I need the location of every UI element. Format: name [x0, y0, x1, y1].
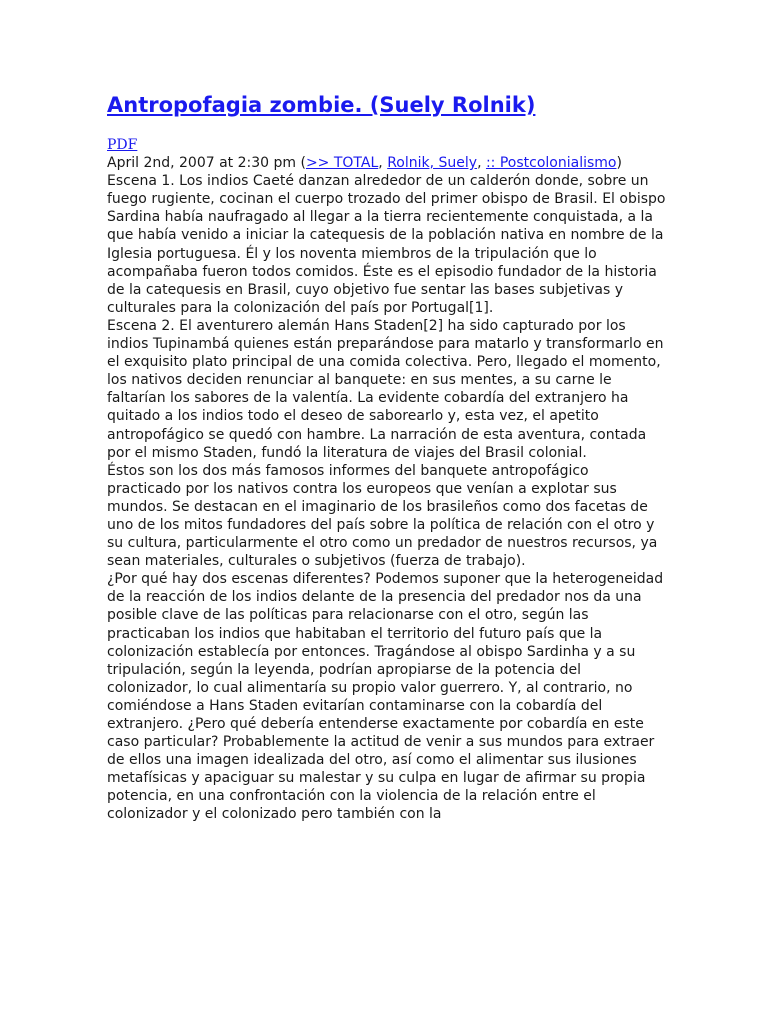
meta-close-paren: ): [616, 155, 622, 172]
category-link-rolnik[interactable]: Rolnik, Suely: [387, 155, 478, 172]
category-link-postcolonialismo[interactable]: :: Postcolonialismo: [485, 155, 617, 172]
post-container: [107, 90, 667, 824]
paragraph-informes: Éstos son los dos más famosos informes del banquete antropofágico practicado por los nativos contra los europeos que venían a explotar sus mundos. Se destacan en el imaginario de los brasileños como dos facetas de uno de los mitos fundadores del país sobre la política de relación con el otro y su cultura, particularmente el otro como un predador de nuestros recursos, ya sean materiales, culturales o subjetivos (fuerza de trabajo).: [107, 462, 658, 570]
paragraph-escena-1: Escena 1. Los indios Caeté danzan alrededor de un calderón donde, sobre un fuego rugiente, cocinan el cuerpo trozado del primer obispo de Brasil. El obispo Sardina había naufragado al llegar a la tierra recientemente conquistada, a la que había venido a iniciar la catequesis de la población nativa en nombre de la Iglesia portuguesa. Él y los noventa miembros de la tripulación que lo acompañaba fueron todos comidos. Éste es el episodio fundador de la historia de la catequesis en Brasil, cuyo objetivo fue sentar las bases subjetivas y culturales para la colonización del país por Portugal[1].: [107, 173, 666, 316]
post-meta: [107, 154, 667, 172]
post-title: [107, 90, 667, 120]
category-separator: ,: [477, 155, 486, 172]
category-separator: ,: [378, 155, 388, 172]
post-content: [107, 136, 667, 824]
post-date: April 2nd, 2007 at 2:30 pm (: [107, 155, 306, 172]
post-title-link[interactable]: Antropofagia zombie. (Suely Rolnik): [107, 93, 536, 117]
paragraph-escena-2: Escena 2. El aventurero alemán Hans Staden[2] ha sido capturado por los indios Tupinambá quienes están preparándose para matarlo y transformarlo en el exquisito plato principal de una comida colectiva. Pero, llegado el momento, los nativos deciden renunciar al banquete: en sus mentes, a su carne le faltarían los sabores de la valentía. La evidente cobardía del extranjero ha quitado a los indios todo el deseo de saborearlo y, esta vez, el apetito antropofágico se quedó con hambre. La narración de esta aventura, contada por el mismo Staden, fundó la literatura de viajes del Brasil colonial.: [107, 317, 664, 461]
paragraph-pregunta: ¿Por qué hay dos escenas diferentes? Podemos suponer que la heterogeneidad de la reacción de los indios delante de la presencia del predador nos da una posible clave de las políticas para relacionarse con el otro, según las practicaban los indios que habitaban el territorio del futuro país que la colonización establecía por entonces. Tragándose al obispo Sardinha y a su tripulación, según la leyenda, podrían apropiarse de la potencia del colonizador, lo cual alimentaría su propio valor guerrero. Y, al contrario, no comiéndose a Hans Staden evitarían contaminarse con la cobardía del extranjero. ¿Pero qué debería entenderse exactamente por cobardía en este caso particular? Probablemente la actitud de venir a sus mundos para extraer de ellos una imagen idealizada del otro, así como el alimentar sus ilusiones metafísicas y apaciguar su malestar y su culpa en lugar de afirmar su propia potencia, en una confrontación con la violencia de la relación entre el colonizador y el colonizado pero también con la: [107, 571, 664, 823]
category-link-total[interactable]: >> TOTAL: [305, 155, 379, 172]
pdf-link[interactable]: PDF: [107, 137, 138, 153]
